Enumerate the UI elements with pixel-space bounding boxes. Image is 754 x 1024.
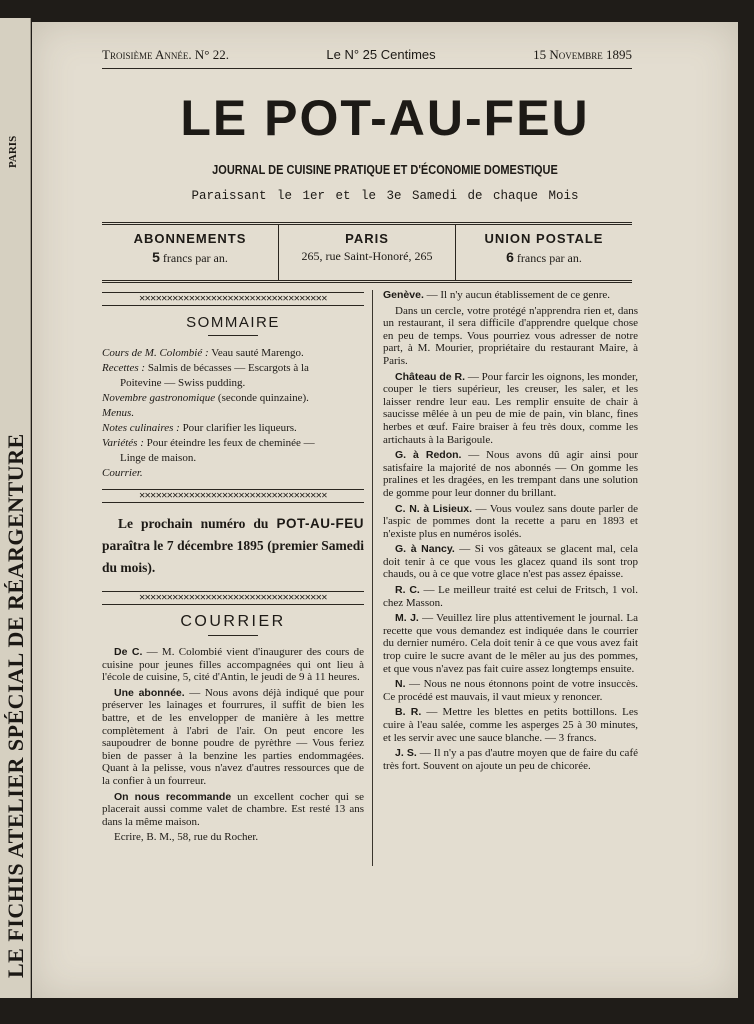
sommaire-item-text: Linge de maison. — [120, 452, 197, 464]
courrier-entry — [102, 687, 364, 788]
courrier-reply: — Mettre les blettes en petits bottillons. Les cuire à l'eau salée, comme les asperges 25 à 30 minutes, et les servir avec une sauce blanche. — 3 francs. — [383, 706, 638, 744]
spine-advertisement: LE FICHIS ATELIER SPÉCIAL DE RÉARGENTURE — [3, 433, 28, 978]
courrier-entry — [383, 305, 638, 368]
newspaper-title: LE POT-AU-FEU — [180, 90, 590, 146]
courrier-correspondent: R. C. — [395, 584, 420, 597]
courrier-reply: — Vous voulez sans doute parler de l'aspic de pommes dont la recette a paru en 1893 et n'existe plus en numéros isolés. — [383, 502, 638, 540]
sommaire-item-text: Veau sauté Marengo. — [208, 347, 304, 359]
publication-frequency: Paraissant le 1er et le 3e Samedi de chaque Mois — [191, 189, 579, 203]
abonnements-heading: ABONNEMENTS — [133, 231, 247, 246]
courrier-entry — [102, 791, 364, 829]
announcement-after: paraîtra le 7 décembre 1895 (premier Samedi du mois). — [102, 538, 364, 575]
abonnements-amount: 5 — [152, 249, 160, 265]
courrier-entry — [102, 646, 364, 684]
subscription-cell-paris — [278, 225, 455, 280]
announcement-name: POT-AU-FEU — [276, 516, 364, 531]
ornament-rule: ✕✕✕✕✕✕✕✕✕✕✕✕✕✕✕✕✕✕✕✕✕✕✕✕✕✕✕✕✕✕✕✕✕✕ — [102, 591, 364, 605]
masthead-info-line — [102, 47, 632, 63]
union-amount: 6 — [506, 249, 514, 265]
courrier-reply: — Nous ne nous étonnons point de votre insuccès. Ce procédé est mauvais, il vaut mieux y renoncer. — [383, 678, 638, 703]
courrier-entry — [383, 706, 638, 744]
courrier-reply: — Nous avons dû agir ainsi pour satisfaire la majorité de nos abonnés — On gomme les pralines et les dragées, en les trempant dans une solution de gomme pour leur donner du brillant. — [383, 449, 638, 499]
sommaire-item — [102, 466, 364, 481]
sommaire-item — [102, 391, 364, 406]
paris-heading: PARIS — [345, 231, 389, 246]
sommaire-list — [102, 346, 364, 481]
courrier-correspondent: Une abonnée. — [114, 686, 185, 699]
abonnements-text: francs par an. — [162, 251, 228, 265]
announcement-before: Le prochain numéro du — [118, 516, 277, 531]
sommaire-underline — [208, 335, 258, 336]
issue-price: Le N° 25 Centimes — [326, 47, 436, 62]
courrier-reply: — Il n'y aucun établissement de ce genre. — [423, 289, 611, 301]
sommaire-item-label: Variétés : — [102, 437, 144, 449]
courrier-reply: — Il n'y a pas d'autre moyen que de faire du café très fort. Souvent on ajoute un peu de chicorée. — [383, 747, 638, 772]
sommaire-item-text: Pour éteindre les feux de cheminée — — [143, 437, 315, 449]
courrier-entry — [102, 831, 364, 844]
sommaire-item-text: Pour clarifier les liqueurs. — [179, 422, 297, 434]
subscription-cell-abonnements — [102, 225, 278, 280]
courrier-title: COURRIER — [180, 613, 286, 630]
sommaire-item — [102, 376, 364, 391]
year-issue: Troisième Année. N° 22. — [102, 47, 229, 62]
sommaire-item-text: (seconde quinzaine). — [215, 392, 309, 404]
subscription-box — [102, 222, 632, 283]
sommaire-item-label: Menus. — [102, 407, 135, 419]
newspaper-page — [32, 22, 738, 998]
sommaire-item-label: Courrier. — [102, 467, 143, 479]
courrier-correspondent: B. R. — [395, 706, 422, 719]
courrier-reply: Dans un cercle, votre protégé n'apprendra rien et, dans un restaurant, il sera difficile d'apprendre quelque chose en peu de temps. Vous pourriez vous adresser de notre part, à M. Mourier, propriétaire du restaurant Maire, à Paris. — [383, 304, 638, 367]
courrier-reply: un excellent cocher qui se placerait aussi comme valet de chambre. Est resté 13 ans dans la même maison. — [102, 790, 364, 828]
sommaire-item-label: Recettes : — [102, 362, 146, 374]
subscription-cell-union — [455, 225, 632, 280]
sommaire-item — [102, 361, 364, 376]
courrier-reply: — Si vos gâteaux se glacent mal, cela doit tenir à ce que vous les glacez quand ils sont trop chauds, ou à ce que votre glace n'est pas assez épaisse. — [383, 543, 638, 581]
binding-spine — [0, 18, 31, 998]
next-issue-announcement — [102, 513, 364, 579]
courrier-entry — [383, 503, 638, 541]
union-text: francs par an. — [516, 251, 582, 265]
courrier-entry — [383, 371, 638, 447]
courrier-correspondent: C. N. à Lisieux. — [395, 502, 473, 515]
sommaire-item — [102, 406, 364, 421]
courrier-correspondent: Château de R. — [395, 370, 466, 383]
courrier-reply: Ecrire, B. M., 58, rue du Rocher. — [114, 831, 259, 844]
sommaire-item-label: Novembre gastronomique — [102, 392, 216, 404]
sommaire-item-label: Notes culinaires : — [102, 422, 180, 434]
issue-date: 15 Novembre 1895 — [533, 47, 632, 62]
courrier-correspondent: M. J. — [395, 612, 419, 625]
left-column — [102, 292, 364, 847]
sommaire-item — [102, 436, 364, 451]
courrier-underline — [208, 635, 258, 636]
courrier-correspondent: J. S. — [395, 747, 417, 760]
union-heading: UNION POSTALE — [484, 231, 604, 246]
ornament-rule: ✕✕✕✕✕✕✕✕✕✕✕✕✕✕✕✕✕✕✕✕✕✕✕✕✕✕✕✕✕✕✕✕✕✕ — [102, 292, 364, 306]
newspaper-subtitle: JOURNAL DE CUISINE PRATIQUE ET D'ÉCONOMIE DOMESTIQUE — [212, 163, 558, 177]
ornament-rule: ✕✕✕✕✕✕✕✕✕✕✕✕✕✕✕✕✕✕✕✕✕✕✕✕✕✕✕✕✕✕✕✕✕✕ — [102, 489, 364, 503]
courrier-reply: — Nous avons déjà indiqué que pour préserver les lainages et fourrures, il suffit de bien les battre, et de les envelopper de manière à les mettre complètement à l'abri de l'air. On peut encore les saupoudrer de bonne poudre de pyrèthre — Vous feriez bien de passer à la benzine les parties endommagées. Quant à la pelisse, vous n'avez d'autres ressources que de la confier à un fourreur. — [102, 686, 364, 787]
courrier-reply: — M. Colombié vient d'inaugurer des cours de cuisine pour jeunes filles accompagnées qui ont lieu à l'école de cuisine, 5, cité d'Antin, le jeudi de 9 à 11 heures. — [102, 646, 364, 684]
sommaire-item — [102, 451, 364, 466]
spine-city: PARIS — [7, 135, 19, 168]
courrier-correspondent: Genève. — [383, 289, 424, 301]
masthead-rule — [102, 68, 632, 69]
courrier-correspondent: De C. — [114, 646, 143, 658]
courrier-entry — [383, 612, 638, 675]
courrier-reply: — Le meilleur traité est celui de Fritsch, 1 vol. chez Masson. — [383, 584, 638, 609]
sommaire-item — [102, 346, 364, 361]
courrier-correspondent: G. à Redon. — [395, 449, 462, 462]
courrier-left-list — [102, 646, 364, 844]
sommaire-title: SOMMAIRE — [186, 314, 280, 331]
courrier-entry — [383, 678, 638, 703]
courrier-entry — [383, 543, 638, 581]
sommaire-item-text: Poitevine — Swiss pudding. — [120, 377, 246, 389]
sommaire-item-text: Salmis de bécasses — Escargots à la — [145, 362, 309, 374]
courrier-correspondent: N. — [395, 678, 406, 691]
courrier-entry — [383, 289, 638, 302]
courrier-right-list — [383, 289, 638, 772]
right-column — [383, 289, 638, 775]
sommaire-item — [102, 421, 364, 436]
sommaire-item-label: Cours de M. Colombié : — [102, 347, 209, 359]
courrier-reply: — Pour farcir les oignons, les monder, couper le tiers supérieur, les creuser, les saler, et les laisser rendre leur eau. Les remplir ensuite de chair à saucisse mêlée à un peu de mie de pain, vin blanc, fines herbes et œuf. Faire braiser à feu très doux, comme les artichauts à la Barigoule. — [383, 370, 638, 446]
courrier-correspondent: G. à Nancy. — [395, 543, 455, 556]
courrier-entry — [383, 584, 638, 609]
courrier-reply: — Veuillez lire plus attentivement le journal. La recette que vous demandez est indiquée dans le courrier du dernier numéro. Cela doit tenir à ce que vous avez fait trop cuire le sucre avant de le mêler au jus des pommes, et que vous n'avez pas fait cuire assez longtemps ensuite. — [383, 612, 638, 675]
courrier-entry — [383, 747, 638, 772]
courrier-correspondent: On nous recommande — [114, 790, 232, 803]
column-divider — [372, 290, 373, 866]
courrier-entry — [383, 449, 638, 499]
paris-address: 265, rue Saint-Honoré, 265 — [301, 249, 433, 263]
